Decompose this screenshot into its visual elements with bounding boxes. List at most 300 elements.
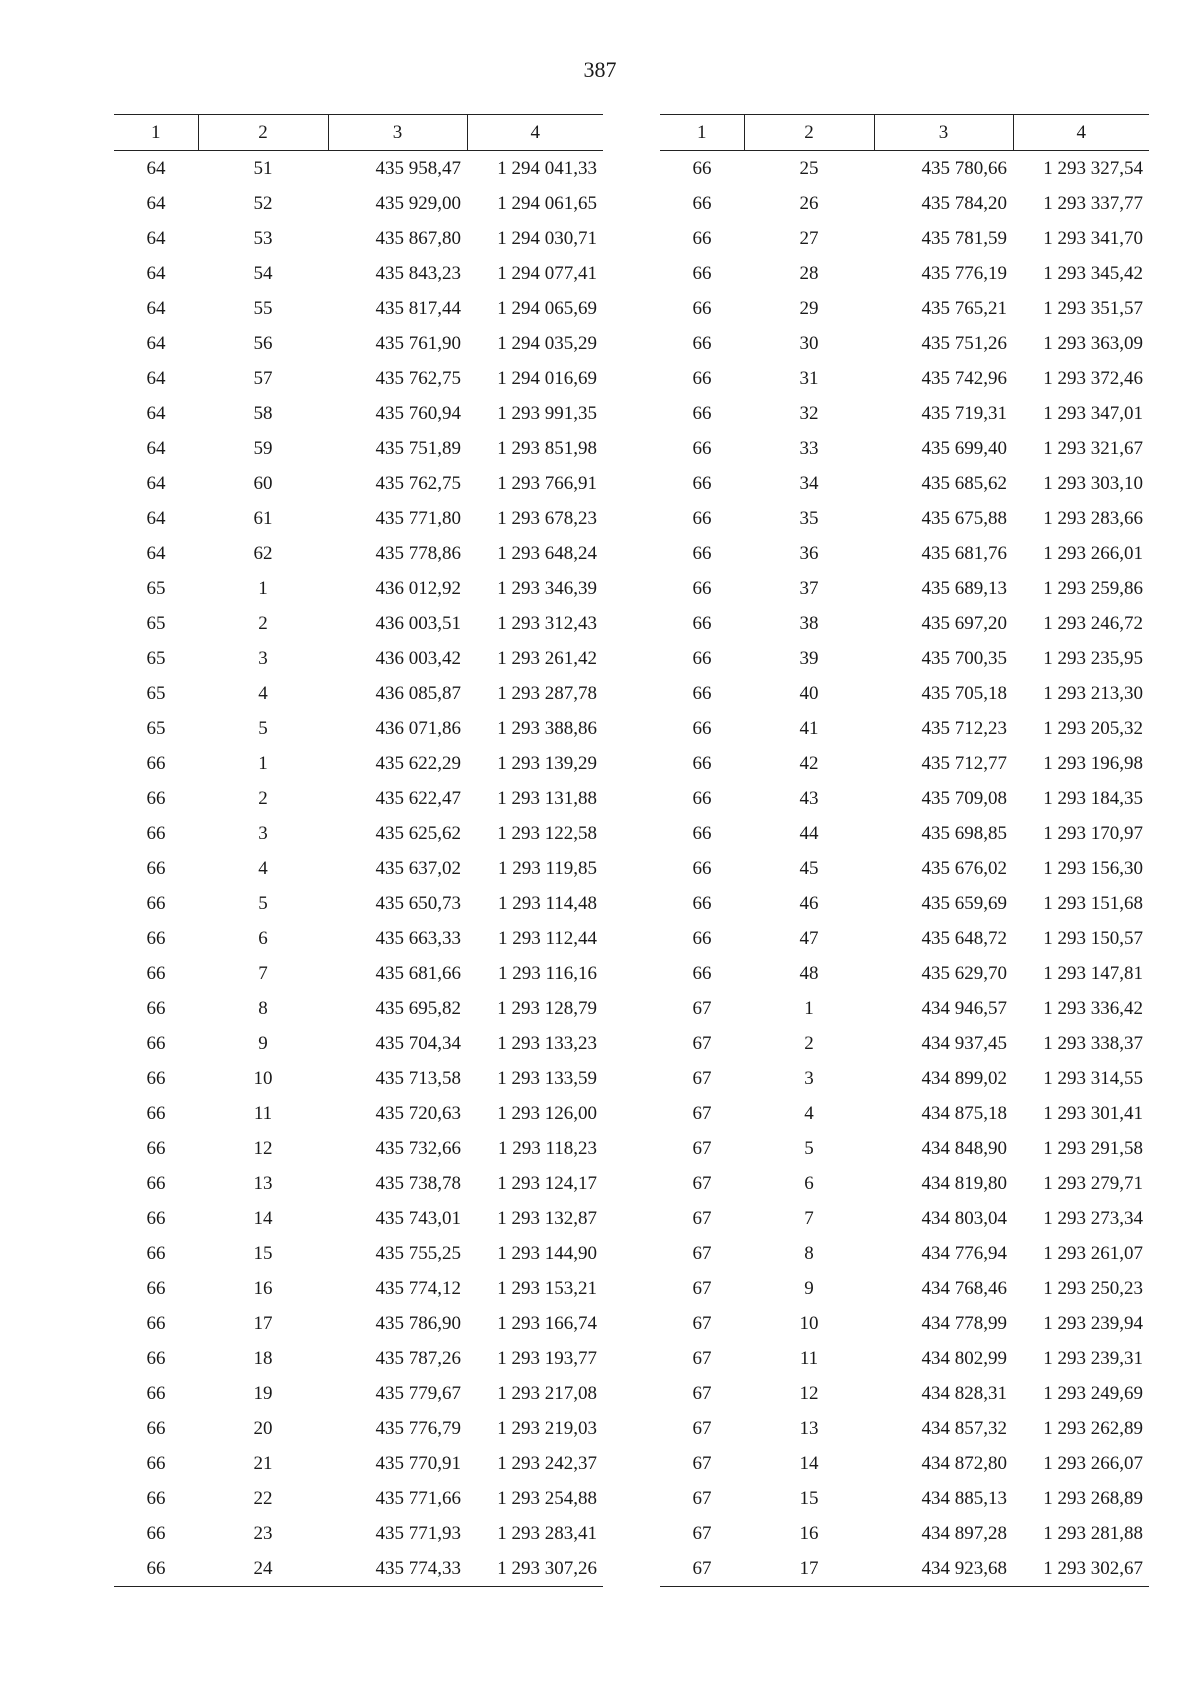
x-coordinate-cell: 435 743,01 bbox=[375, 1207, 461, 1229]
table-row bbox=[114, 676, 603, 711]
table-row bbox=[114, 1096, 603, 1131]
table-row bbox=[114, 501, 603, 536]
table-row bbox=[660, 886, 1149, 921]
point-number-cell: 12 bbox=[799, 1382, 819, 1404]
x-coordinate-cell: 435 760,94 bbox=[375, 402, 461, 424]
y-coordinate-cell: 1 293 266,01 bbox=[1043, 542, 1143, 564]
x-coordinate-cell: 435 751,89 bbox=[375, 437, 461, 459]
y-coordinate-cell: 1 293 307,26 bbox=[467, 1551, 603, 1587]
contour-number-cell: 64 bbox=[146, 192, 166, 214]
y-coordinate-cell: 1 293 336,42 bbox=[1043, 997, 1143, 1019]
x-coordinate-cell: 435 929,00 bbox=[375, 192, 461, 214]
x-coordinate-cell: 435 700,35 bbox=[921, 647, 1007, 669]
y-coordinate-cell: 1 293 242,37 bbox=[497, 1452, 597, 1474]
point-number-cell: 13 bbox=[253, 1172, 273, 1194]
point-number-cell: 21 bbox=[253, 1452, 273, 1474]
contour-number-cell: 66 bbox=[692, 297, 712, 319]
point-number-cell: 28 bbox=[799, 262, 819, 284]
table-row bbox=[114, 746, 603, 781]
point-number-cell: 42 bbox=[799, 752, 819, 774]
point-number-cell: 37 bbox=[799, 577, 819, 599]
contour-number-cell: 66 bbox=[146, 1032, 166, 1054]
x-coordinate-cell: 435 771,66 bbox=[375, 1487, 461, 1509]
x-coordinate-cell: 434 937,45 bbox=[921, 1032, 1007, 1054]
x-coordinate-cell: 435 685,62 bbox=[921, 472, 1007, 494]
contour-number-cell: 67 bbox=[692, 1207, 712, 1229]
table-row bbox=[660, 396, 1149, 431]
x-coordinate-cell: 434 848,90 bbox=[921, 1137, 1007, 1159]
y-coordinate-cell: 1 293 126,00 bbox=[497, 1102, 597, 1124]
x-coordinate-cell: 435 755,25 bbox=[375, 1242, 461, 1264]
y-coordinate-cell: 1 293 273,34 bbox=[1043, 1207, 1143, 1229]
table-row bbox=[660, 221, 1149, 256]
x-coordinate-cell: 435 650,73 bbox=[375, 892, 461, 914]
y-coordinate-cell: 1 293 166,74 bbox=[497, 1312, 597, 1334]
point-number-cell: 19 bbox=[253, 1382, 273, 1404]
x-coordinate-cell: 435 762,75 bbox=[375, 472, 461, 494]
y-coordinate-cell: 1 293 250,23 bbox=[1043, 1277, 1143, 1299]
point-number-cell: 46 bbox=[799, 892, 819, 914]
y-coordinate-cell: 1 293 261,07 bbox=[1043, 1242, 1143, 1264]
table-row bbox=[114, 151, 603, 187]
table-row bbox=[114, 851, 603, 886]
contour-number-cell: 66 bbox=[146, 997, 166, 1019]
table-row bbox=[660, 256, 1149, 291]
point-number-cell: 17 bbox=[253, 1312, 273, 1334]
point-number-cell: 56 bbox=[253, 332, 273, 354]
contour-number-cell: 66 bbox=[146, 1312, 166, 1334]
contour-number-cell: 66 bbox=[692, 752, 712, 774]
x-coordinate-cell: 435 689,13 bbox=[921, 577, 1007, 599]
point-number-cell: 6 bbox=[258, 927, 268, 949]
point-number-cell: 57 bbox=[253, 367, 273, 389]
column-header-3: 3 bbox=[874, 115, 1013, 151]
y-coordinate-cell: 1 293 246,72 bbox=[1043, 612, 1143, 634]
point-number-cell: 53 bbox=[253, 227, 273, 249]
contour-number-cell: 64 bbox=[146, 332, 166, 354]
point-number-cell: 5 bbox=[258, 892, 268, 914]
y-coordinate-cell: 1 293 281,88 bbox=[1043, 1522, 1143, 1544]
x-coordinate-cell: 435 778,86 bbox=[375, 542, 461, 564]
y-coordinate-cell: 1 293 851,98 bbox=[497, 437, 597, 459]
column-header-2: 2 bbox=[744, 115, 874, 151]
y-coordinate-cell: 1 293 133,23 bbox=[497, 1032, 597, 1054]
table-row bbox=[660, 186, 1149, 221]
table-row bbox=[660, 1096, 1149, 1131]
table-row bbox=[114, 1376, 603, 1411]
y-coordinate-cell: 1 293 118,23 bbox=[497, 1137, 597, 1159]
x-coordinate-cell: 435 774,12 bbox=[375, 1277, 461, 1299]
y-coordinate-cell: 1 293 372,46 bbox=[1043, 367, 1143, 389]
table-row bbox=[114, 1201, 603, 1236]
x-coordinate-cell: 434 828,31 bbox=[921, 1382, 1007, 1404]
x-coordinate-cell: 435 776,79 bbox=[375, 1417, 461, 1439]
y-coordinate-cell: 1 293 139,29 bbox=[497, 752, 597, 774]
table-row bbox=[660, 641, 1149, 676]
column-header-3: 3 bbox=[328, 115, 467, 151]
table-row bbox=[114, 466, 603, 501]
x-coordinate-cell: 435 765,21 bbox=[921, 297, 1007, 319]
point-number-cell: 38 bbox=[799, 612, 819, 634]
x-coordinate-cell: 436 003,51 bbox=[375, 612, 461, 634]
x-coordinate-cell: 435 867,80 bbox=[375, 227, 461, 249]
table-header bbox=[114, 115, 603, 151]
table-row bbox=[114, 186, 603, 221]
y-coordinate-cell: 1 293 235,95 bbox=[1043, 647, 1143, 669]
point-number-cell: 14 bbox=[799, 1452, 819, 1474]
y-coordinate-cell: 1 293 196,98 bbox=[1043, 752, 1143, 774]
point-number-cell: 25 bbox=[799, 157, 819, 179]
point-number-cell: 23 bbox=[253, 1522, 273, 1544]
table-row bbox=[114, 1446, 603, 1481]
point-number-cell: 5 bbox=[804, 1137, 814, 1159]
y-coordinate-cell: 1 293 363,09 bbox=[1043, 332, 1143, 354]
point-number-cell: 10 bbox=[799, 1312, 819, 1334]
point-number-cell: 24 bbox=[198, 1551, 328, 1587]
table-row bbox=[114, 1551, 603, 1587]
point-number-cell: 48 bbox=[799, 962, 819, 984]
y-coordinate-cell: 1 294 035,29 bbox=[497, 332, 597, 354]
contour-number-cell: 66 bbox=[146, 787, 166, 809]
table-row bbox=[114, 886, 603, 921]
y-coordinate-cell: 1 293 239,94 bbox=[1043, 1312, 1143, 1334]
point-number-cell: 9 bbox=[804, 1277, 814, 1299]
x-coordinate-cell: 435 625,62 bbox=[375, 822, 461, 844]
y-coordinate-cell: 1 294 030,71 bbox=[497, 227, 597, 249]
contour-number-cell: 66 bbox=[146, 1487, 166, 1509]
contour-number-cell: 66 bbox=[114, 1551, 198, 1587]
y-coordinate-cell: 1 293 337,77 bbox=[1043, 192, 1143, 214]
table-row bbox=[660, 1481, 1149, 1516]
x-coordinate-cell: 435 697,20 bbox=[921, 612, 1007, 634]
x-coordinate-cell: 435 675,88 bbox=[921, 507, 1007, 529]
column-header-4: 4 bbox=[467, 115, 603, 151]
y-coordinate-cell: 1 294 041,33 bbox=[497, 157, 597, 179]
table-header bbox=[660, 115, 1149, 151]
point-number-cell: 58 bbox=[253, 402, 273, 424]
table-row bbox=[660, 746, 1149, 781]
contour-number-cell: 66 bbox=[692, 892, 712, 914]
point-number-cell: 4 bbox=[258, 857, 268, 879]
y-coordinate-cell: 1 293 351,57 bbox=[1043, 297, 1143, 319]
table-row bbox=[114, 326, 603, 361]
x-coordinate-cell: 434 872,80 bbox=[921, 1452, 1007, 1474]
contour-number-cell: 67 bbox=[692, 1487, 712, 1509]
point-number-cell: 55 bbox=[253, 297, 273, 319]
coordinates-table-left bbox=[114, 114, 603, 1587]
contour-number-cell: 66 bbox=[692, 262, 712, 284]
table-row bbox=[660, 711, 1149, 746]
contour-number-cell: 67 bbox=[692, 1172, 712, 1194]
point-number-cell: 41 bbox=[799, 717, 819, 739]
contour-number-cell: 66 bbox=[146, 1172, 166, 1194]
contour-number-cell: 66 bbox=[692, 647, 712, 669]
y-coordinate-cell: 1 293 259,86 bbox=[1043, 577, 1143, 599]
table-row bbox=[660, 536, 1149, 571]
point-number-cell: 59 bbox=[253, 437, 273, 459]
table-row bbox=[114, 256, 603, 291]
point-number-cell: 35 bbox=[799, 507, 819, 529]
x-coordinate-cell: 434 897,28 bbox=[921, 1522, 1007, 1544]
x-coordinate-cell: 435 663,33 bbox=[375, 927, 461, 949]
contour-number-cell: 67 bbox=[692, 1347, 712, 1369]
point-number-cell: 16 bbox=[799, 1522, 819, 1544]
header-row bbox=[660, 115, 1149, 151]
table-row bbox=[660, 291, 1149, 326]
y-coordinate-cell: 1 293 156,30 bbox=[1043, 857, 1143, 879]
table-row bbox=[660, 1061, 1149, 1096]
header-row bbox=[114, 115, 603, 151]
point-number-cell: 61 bbox=[253, 507, 273, 529]
point-number-cell: 39 bbox=[799, 647, 819, 669]
table-row bbox=[660, 1551, 1149, 1587]
column-header-1: 1 bbox=[660, 115, 744, 151]
y-coordinate-cell: 1 293 217,08 bbox=[497, 1382, 597, 1404]
x-coordinate-cell: 435 843,23 bbox=[375, 262, 461, 284]
point-number-cell: 13 bbox=[799, 1417, 819, 1439]
column-header-2: 2 bbox=[198, 115, 328, 151]
x-coordinate-cell: 435 780,66 bbox=[921, 157, 1007, 179]
table-row bbox=[114, 571, 603, 606]
y-coordinate-cell: 1 293 213,30 bbox=[1043, 682, 1143, 704]
x-coordinate-cell: 435 817,44 bbox=[375, 297, 461, 319]
contour-number-cell: 66 bbox=[146, 1242, 166, 1264]
table-row bbox=[114, 1166, 603, 1201]
x-coordinate-cell: 436 012,92 bbox=[375, 577, 461, 599]
contour-number-cell: 67 bbox=[692, 997, 712, 1019]
table-row bbox=[660, 606, 1149, 641]
x-coordinate-cell: 435 695,82 bbox=[375, 997, 461, 1019]
table-row bbox=[114, 1236, 603, 1271]
table-row bbox=[114, 221, 603, 256]
contour-number-cell: 67 bbox=[692, 1417, 712, 1439]
contour-number-cell: 66 bbox=[692, 962, 712, 984]
contour-number-cell: 67 bbox=[692, 1522, 712, 1544]
table-row bbox=[660, 921, 1149, 956]
x-coordinate-cell: 435 637,02 bbox=[375, 857, 461, 879]
x-coordinate-cell: 436 071,86 bbox=[375, 717, 461, 739]
table-row bbox=[660, 431, 1149, 466]
x-coordinate-cell: 435 742,96 bbox=[921, 367, 1007, 389]
point-number-cell: 52 bbox=[253, 192, 273, 214]
table-row bbox=[114, 291, 603, 326]
contour-number-cell: 67 bbox=[692, 1102, 712, 1124]
table-row bbox=[114, 921, 603, 956]
x-coordinate-cell: 435 709,08 bbox=[921, 787, 1007, 809]
x-coordinate-cell: 435 698,85 bbox=[921, 822, 1007, 844]
y-coordinate-cell: 1 293 283,41 bbox=[497, 1522, 597, 1544]
table-row bbox=[660, 1516, 1149, 1551]
table-row bbox=[114, 1306, 603, 1341]
y-coordinate-cell: 1 293 303,10 bbox=[1043, 472, 1143, 494]
x-coordinate-cell: 435 779,67 bbox=[375, 1382, 461, 1404]
y-coordinate-cell: 1 293 287,78 bbox=[497, 682, 597, 704]
contour-number-cell: 67 bbox=[660, 1551, 744, 1587]
y-coordinate-cell: 1 293 147,81 bbox=[1043, 962, 1143, 984]
contour-number-cell: 65 bbox=[146, 717, 166, 739]
point-number-cell: 2 bbox=[258, 612, 268, 634]
contour-number-cell: 66 bbox=[146, 752, 166, 774]
point-number-cell: 60 bbox=[253, 472, 273, 494]
column-header-1: 1 bbox=[114, 115, 198, 151]
column-header-4: 4 bbox=[1013, 115, 1149, 151]
y-coordinate-cell: 1 293 338,37 bbox=[1043, 1032, 1143, 1054]
x-coordinate-cell: 434 802,99 bbox=[921, 1347, 1007, 1369]
contour-number-cell: 64 bbox=[146, 227, 166, 249]
y-coordinate-cell: 1 293 262,89 bbox=[1043, 1417, 1143, 1439]
point-number-cell: 8 bbox=[258, 997, 268, 1019]
x-coordinate-cell: 435 659,69 bbox=[921, 892, 1007, 914]
y-coordinate-cell: 1 293 388,86 bbox=[497, 717, 597, 739]
y-coordinate-cell: 1 293 114,48 bbox=[497, 892, 597, 914]
point-number-cell: 16 bbox=[253, 1277, 273, 1299]
contour-number-cell: 66 bbox=[692, 157, 712, 179]
x-coordinate-cell: 435 738,78 bbox=[375, 1172, 461, 1194]
contour-number-cell: 66 bbox=[146, 1067, 166, 1089]
point-number-cell: 45 bbox=[799, 857, 819, 879]
table-row bbox=[660, 781, 1149, 816]
point-number-cell: 54 bbox=[253, 262, 273, 284]
x-coordinate-cell: 435 705,18 bbox=[921, 682, 1007, 704]
x-coordinate-cell: 436 085,87 bbox=[375, 682, 461, 704]
point-number-cell: 32 bbox=[799, 402, 819, 424]
contour-number-cell: 66 bbox=[146, 1452, 166, 1474]
x-coordinate-cell: 435 622,47 bbox=[375, 787, 461, 809]
point-number-cell: 8 bbox=[804, 1242, 814, 1264]
y-coordinate-cell: 1 294 077,41 bbox=[497, 262, 597, 284]
point-number-cell: 11 bbox=[253, 1102, 273, 1124]
point-number-cell: 20 bbox=[253, 1417, 273, 1439]
contour-number-cell: 67 bbox=[692, 1277, 712, 1299]
contour-number-cell: 67 bbox=[692, 1032, 712, 1054]
point-number-cell: 51 bbox=[253, 157, 273, 179]
contour-number-cell: 67 bbox=[692, 1452, 712, 1474]
x-coordinate-cell: 435 776,19 bbox=[921, 262, 1007, 284]
table-row bbox=[114, 956, 603, 991]
point-number-cell: 26 bbox=[799, 192, 819, 214]
contour-number-cell: 66 bbox=[146, 892, 166, 914]
x-coordinate-cell: 435 751,26 bbox=[921, 332, 1007, 354]
x-coordinate-cell: 434 857,32 bbox=[921, 1417, 1007, 1439]
x-coordinate-cell: 435 732,66 bbox=[375, 1137, 461, 1159]
table-row bbox=[660, 501, 1149, 536]
contour-number-cell: 64 bbox=[146, 542, 166, 564]
contour-number-cell: 66 bbox=[692, 927, 712, 949]
contour-number-cell: 64 bbox=[146, 297, 166, 319]
y-coordinate-cell: 1 293 116,16 bbox=[497, 962, 597, 984]
table-row bbox=[660, 1446, 1149, 1481]
table-row bbox=[660, 1026, 1149, 1061]
table-row bbox=[114, 536, 603, 571]
contour-number-cell: 64 bbox=[146, 262, 166, 284]
point-number-cell: 3 bbox=[258, 647, 268, 669]
contour-number-cell: 66 bbox=[146, 1382, 166, 1404]
table-row bbox=[114, 991, 603, 1026]
point-number-cell: 11 bbox=[799, 1347, 819, 1369]
table-row bbox=[114, 1516, 603, 1551]
point-number-cell: 1 bbox=[258, 752, 268, 774]
point-number-cell: 6 bbox=[804, 1172, 814, 1194]
y-coordinate-cell: 1 293 112,44 bbox=[497, 927, 597, 949]
contour-number-cell: 67 bbox=[692, 1137, 712, 1159]
table-row bbox=[660, 571, 1149, 606]
table-row bbox=[660, 991, 1149, 1026]
point-number-cell: 2 bbox=[258, 787, 268, 809]
y-coordinate-cell: 1 293 766,91 bbox=[497, 472, 597, 494]
point-number-cell: 33 bbox=[799, 437, 819, 459]
table-row bbox=[114, 1341, 603, 1376]
contour-number-cell: 66 bbox=[146, 1417, 166, 1439]
table-body bbox=[114, 151, 603, 1587]
contour-number-cell: 66 bbox=[692, 192, 712, 214]
y-coordinate-cell: 1 293 254,88 bbox=[497, 1487, 597, 1509]
y-coordinate-cell: 1 293 128,79 bbox=[497, 997, 597, 1019]
y-coordinate-cell: 1 293 219,03 bbox=[497, 1417, 597, 1439]
coordinates-table-right bbox=[660, 114, 1149, 1587]
y-coordinate-cell: 1 293 312,43 bbox=[497, 612, 597, 634]
contour-number-cell: 66 bbox=[692, 542, 712, 564]
contour-number-cell: 66 bbox=[692, 367, 712, 389]
point-number-cell: 1 bbox=[804, 997, 814, 1019]
contour-number-cell: 66 bbox=[692, 332, 712, 354]
x-coordinate-cell: 434 923,68 bbox=[874, 1551, 1013, 1587]
y-coordinate-cell: 1 293 327,54 bbox=[1043, 157, 1143, 179]
y-coordinate-cell: 1 293 678,23 bbox=[497, 507, 597, 529]
contour-number-cell: 66 bbox=[146, 1277, 166, 1299]
contour-number-cell: 65 bbox=[146, 682, 166, 704]
table-row bbox=[660, 1236, 1149, 1271]
y-coordinate-cell: 1 293 205,32 bbox=[1043, 717, 1143, 739]
point-number-cell: 10 bbox=[253, 1067, 273, 1089]
y-coordinate-cell: 1 293 991,35 bbox=[497, 402, 597, 424]
y-coordinate-cell: 1 294 061,65 bbox=[497, 192, 597, 214]
table-row bbox=[660, 676, 1149, 711]
table-row bbox=[660, 851, 1149, 886]
contour-number-cell: 65 bbox=[146, 577, 166, 599]
x-coordinate-cell: 434 899,02 bbox=[921, 1067, 1007, 1089]
point-number-cell: 36 bbox=[799, 542, 819, 564]
contour-number-cell: 67 bbox=[692, 1312, 712, 1334]
contour-number-cell: 65 bbox=[146, 647, 166, 669]
y-coordinate-cell: 1 293 170,97 bbox=[1043, 822, 1143, 844]
x-coordinate-cell: 434 768,46 bbox=[921, 1277, 1007, 1299]
table-row bbox=[114, 396, 603, 431]
x-coordinate-cell: 435 712,23 bbox=[921, 717, 1007, 739]
x-coordinate-cell: 435 761,90 bbox=[375, 332, 461, 354]
contour-number-cell: 66 bbox=[692, 787, 712, 809]
table-row bbox=[114, 431, 603, 466]
contour-number-cell: 64 bbox=[146, 402, 166, 424]
point-number-cell: 3 bbox=[804, 1067, 814, 1089]
contour-number-cell: 66 bbox=[146, 1137, 166, 1159]
table-row bbox=[114, 1481, 603, 1516]
contour-number-cell: 66 bbox=[692, 227, 712, 249]
y-coordinate-cell: 1 293 133,59 bbox=[497, 1067, 597, 1089]
contour-number-cell: 66 bbox=[146, 962, 166, 984]
point-number-cell: 47 bbox=[799, 927, 819, 949]
point-number-cell: 15 bbox=[799, 1487, 819, 1509]
point-number-cell: 3 bbox=[258, 822, 268, 844]
point-number-cell: 18 bbox=[253, 1347, 273, 1369]
point-number-cell: 14 bbox=[253, 1207, 273, 1229]
x-coordinate-cell: 434 946,57 bbox=[921, 997, 1007, 1019]
y-coordinate-cell: 1 294 016,69 bbox=[497, 367, 597, 389]
y-coordinate-cell: 1 293 261,42 bbox=[497, 647, 597, 669]
x-coordinate-cell: 435 712,77 bbox=[921, 752, 1007, 774]
x-coordinate-cell: 435 704,34 bbox=[375, 1032, 461, 1054]
point-number-cell: 4 bbox=[804, 1102, 814, 1124]
x-coordinate-cell: 435 762,75 bbox=[375, 367, 461, 389]
